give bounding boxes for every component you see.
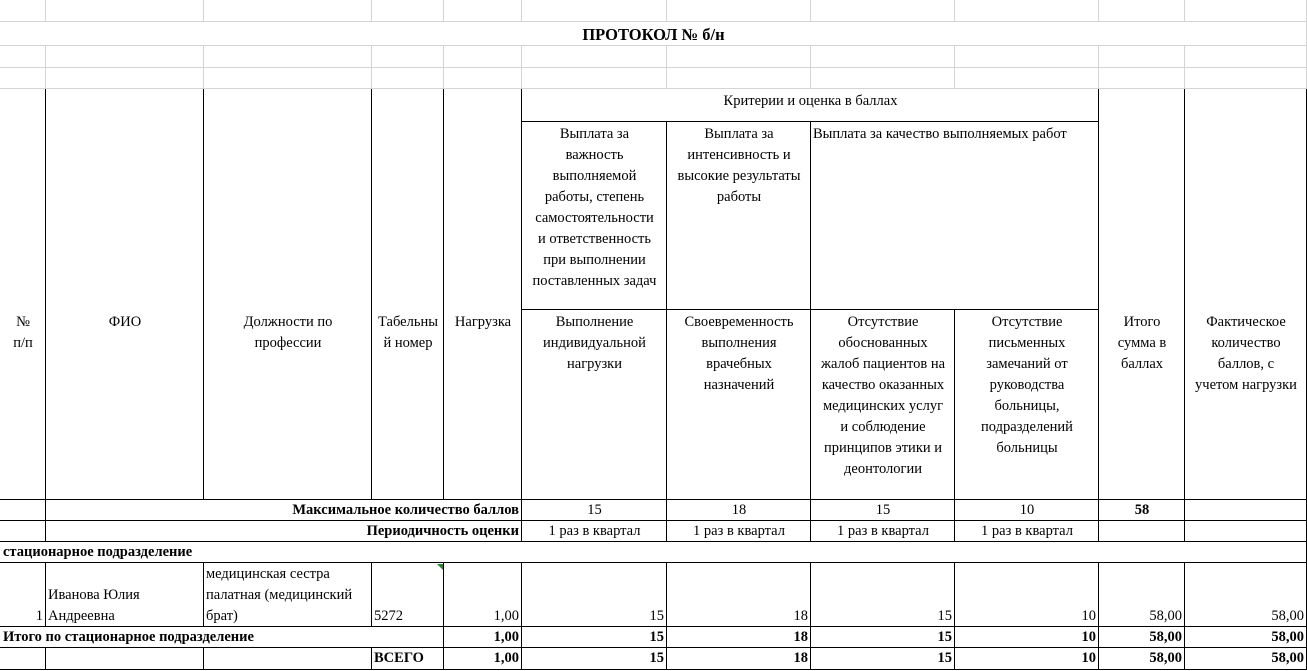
period-cell[interactable] xyxy=(1099,521,1185,542)
criteria-header: Критерии и оценка в баллах xyxy=(723,93,898,109)
employee-actual: 58,00 xyxy=(1271,608,1304,624)
subtotal-total: 58,00 xyxy=(1149,629,1182,645)
empty-cell[interactable] xyxy=(46,0,204,22)
subtotal-c2: 18 xyxy=(793,629,808,645)
group-intensity-label: интенсивность и xyxy=(687,147,791,163)
empty-cell[interactable] xyxy=(955,68,1099,89)
header-load[interactable] xyxy=(444,89,522,500)
period-cell[interactable] xyxy=(1185,521,1307,542)
empty-cell[interactable] xyxy=(444,68,522,89)
subtotal-c1: 15 xyxy=(649,629,664,645)
group-importance-label: самостоятельности xyxy=(535,210,654,226)
max-c3: 15 xyxy=(875,502,891,518)
employee-c2: 18 xyxy=(793,608,808,624)
col-c3-label: качество оказанных xyxy=(821,377,945,393)
employee-c4: 10 xyxy=(1081,608,1096,624)
col-actual-label: баллов, с xyxy=(1217,356,1275,372)
col-actual-label: Фактическое xyxy=(1206,314,1286,330)
empty-cell[interactable] xyxy=(0,0,46,22)
max-num[interactable] xyxy=(0,500,46,521)
col-total-label: сумма в xyxy=(1117,335,1167,351)
col-load-label: Нагрузка xyxy=(454,314,512,330)
subtotal-c4: 10 xyxy=(1081,629,1096,645)
col-c1-label: индивидуальной xyxy=(543,335,646,351)
group-intensity-label: высокие результаты xyxy=(677,168,801,184)
group-importance-label: важность xyxy=(565,147,624,163)
period-num[interactable] xyxy=(0,521,46,542)
employee-num: 1 xyxy=(35,608,43,624)
grand-total-c2: 18 xyxy=(793,650,808,666)
employee-fio: Иванова Юлия xyxy=(48,587,140,603)
col-c3-label: принципов этики и xyxy=(823,440,943,456)
empty-cell[interactable] xyxy=(667,0,811,22)
header-fio[interactable] xyxy=(46,89,204,500)
col-c3-label: медицинских услуг xyxy=(822,398,944,414)
subtotal-label: Итого по стационарное подразделение xyxy=(3,629,254,645)
employee-total: 58,00 xyxy=(1149,608,1182,624)
empty-cell[interactable] xyxy=(204,46,372,68)
header-position[interactable] xyxy=(204,89,372,500)
col-num-label: п/п xyxy=(13,335,33,351)
col-c3-label: и соблюдение xyxy=(840,419,926,435)
col-actual-label: учетом нагрузки xyxy=(1195,377,1297,393)
grand-total-c3: 15 xyxy=(937,650,952,666)
col-c4-label: замечаний от xyxy=(986,356,1068,372)
col-c3-label: Отсутствие xyxy=(847,314,919,330)
col-position-label: профессии xyxy=(254,335,322,351)
empty-cell[interactable] xyxy=(444,0,522,22)
group-importance-label: при выполнении xyxy=(543,252,646,268)
empty-cell[interactable] xyxy=(1099,46,1185,68)
employee-position: медицинская сестра xyxy=(206,566,330,582)
grand-total-load: 1,00 xyxy=(493,650,519,666)
empty-cell[interactable] xyxy=(204,68,372,89)
col-c1-label: нагрузки xyxy=(567,356,622,372)
col-tab-label: Табельны xyxy=(378,314,438,330)
grand-total-cell[interactable] xyxy=(0,648,46,670)
subtotal-c3: 15 xyxy=(937,629,952,645)
col-c4-label: руководства xyxy=(989,377,1065,393)
col-c4-label: письменных xyxy=(988,335,1066,351)
col-c4-label: больницы xyxy=(996,440,1058,456)
grand-total-actual: 58,00 xyxy=(1271,650,1304,666)
max-c1: 15 xyxy=(587,502,602,518)
group-importance-label: выполняемой xyxy=(552,168,637,184)
empty-cell[interactable] xyxy=(46,46,204,68)
period-c3: 1 раз в квартал xyxy=(837,523,929,539)
period-c1: 1 раз в квартал xyxy=(548,523,641,539)
section-label: стационарное подразделение xyxy=(3,544,193,560)
group-importance-label: поставленных задач xyxy=(532,273,657,289)
employee-c1: 15 xyxy=(649,608,664,624)
max-cell[interactable] xyxy=(1185,500,1307,521)
col-total-label: Итого xyxy=(1123,314,1161,330)
page-title: ПРОТОКОЛ № б/н xyxy=(582,25,725,44)
period-c2: 1 раз в квартал xyxy=(693,523,785,539)
group-quality-label: Выплата за качество выполняемых работ xyxy=(813,126,1067,142)
employee-load: 1,00 xyxy=(493,608,519,624)
col-c3-label: деонтологии xyxy=(844,461,922,477)
max-total: 58 xyxy=(1134,502,1150,518)
empty-cell[interactable] xyxy=(444,46,522,68)
empty-cell[interactable] xyxy=(811,46,955,68)
group-intensity-label: Выплата за xyxy=(704,126,774,142)
col-c2-label: выполнения xyxy=(701,335,777,351)
empty-cell[interactable] xyxy=(667,68,811,89)
group-importance-label: и ответственность xyxy=(538,231,651,247)
col-c3-label: обоснованных xyxy=(838,335,928,351)
empty-cell[interactable] xyxy=(522,0,667,22)
col-c3-label: жалоб пациентов на xyxy=(820,356,946,372)
grand-total-c1: 15 xyxy=(649,650,664,666)
empty-cell[interactable] xyxy=(372,46,444,68)
group-intensity-label: работы xyxy=(716,189,762,205)
period-c4: 1 раз в квартал xyxy=(981,523,1073,539)
col-c2-label: назначений xyxy=(703,377,775,393)
col-fio-label: ФИО xyxy=(108,314,142,330)
empty-cell[interactable] xyxy=(372,68,444,89)
empty-cell[interactable] xyxy=(46,68,204,89)
col-c4-label: подразделений xyxy=(981,419,1073,435)
grand-total-total: 58,00 xyxy=(1149,650,1182,666)
empty-cell[interactable] xyxy=(1185,0,1307,22)
employee-position: брат) xyxy=(206,608,238,624)
col-c2-label: врачебных xyxy=(706,356,772,372)
empty-cell[interactable] xyxy=(1185,68,1307,89)
header-actual[interactable] xyxy=(1185,89,1307,500)
empty-cell[interactable] xyxy=(1099,68,1185,89)
col-tab-label: й номер xyxy=(383,335,433,351)
col-total-label: баллах xyxy=(1120,356,1164,372)
empty-cell[interactable] xyxy=(955,0,1099,22)
grand-total-cell[interactable] xyxy=(46,648,204,670)
empty-cell[interactable] xyxy=(1185,46,1307,68)
header-tab[interactable] xyxy=(372,89,444,500)
empty-cell[interactable] xyxy=(204,0,372,22)
period-row-label: Периодичность оценки xyxy=(366,523,519,539)
subtotal-load: 1,00 xyxy=(493,629,519,645)
employee-tab: 5272 xyxy=(374,608,403,624)
section-row[interactable] xyxy=(0,542,1307,563)
header-num[interactable] xyxy=(0,89,46,500)
col-actual-label: количество xyxy=(1211,335,1281,351)
employee-c3: 15 xyxy=(937,608,952,624)
empty-cell[interactable] xyxy=(1099,0,1185,22)
empty-cell[interactable] xyxy=(955,46,1099,68)
col-position-label: Должности по xyxy=(243,314,333,330)
empty-cell[interactable] xyxy=(811,68,955,89)
max-c4: 10 xyxy=(1019,502,1035,518)
empty-cell[interactable] xyxy=(0,68,46,89)
empty-cell[interactable] xyxy=(667,46,811,68)
max-c2: 18 xyxy=(731,502,747,518)
empty-cell[interactable] xyxy=(522,46,667,68)
empty-cell[interactable] xyxy=(372,0,444,22)
grand-total-label: ВСЕГО xyxy=(374,650,424,666)
empty-cell[interactable] xyxy=(522,68,667,89)
header-total[interactable] xyxy=(1099,89,1185,500)
group-importance-label: Выплата за xyxy=(559,126,630,142)
grand-total-cell[interactable] xyxy=(204,648,372,670)
col-c4-label: Отсутствие xyxy=(991,314,1063,330)
col-num-label: № xyxy=(16,314,30,330)
max-row-label: Максимальное количество баллов xyxy=(292,502,519,518)
grand-total-c4: 10 xyxy=(1081,650,1096,666)
comment-indicator-icon xyxy=(437,564,443,570)
col-c4-label: больницы, xyxy=(994,398,1060,414)
employee-fio: Андреевна xyxy=(48,608,115,624)
subtotal-actual: 58,00 xyxy=(1271,629,1304,645)
empty-cell[interactable] xyxy=(811,0,955,22)
empty-cell[interactable] xyxy=(0,46,46,68)
col-c2-label: Своевременность xyxy=(684,314,794,330)
employee-position: палатная (медицинский xyxy=(206,587,353,603)
group-importance-label: работы, степень xyxy=(544,189,645,205)
col-c1-label: Выполнение xyxy=(555,314,634,330)
header-group-quality[interactable] xyxy=(811,122,1099,310)
